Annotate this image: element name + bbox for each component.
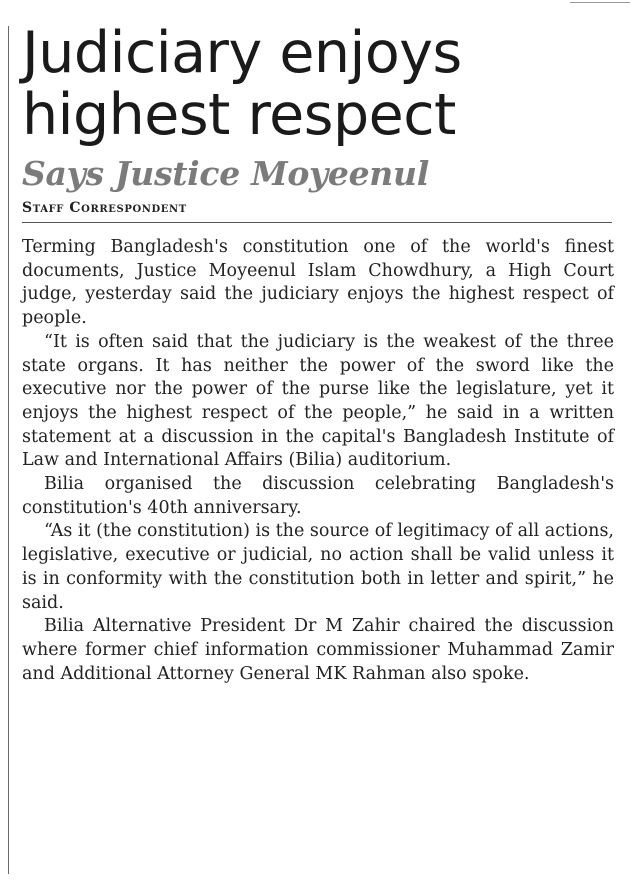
article-body xyxy=(22,236,614,686)
subheadline: Says Justice Moyeenul xyxy=(22,154,429,193)
article-paragraph-5: Bilia Alternative President Dr M Zahir chaired the discussion where former chief information commissioner Muhammad Zamir and Additional Attorney General MK Rahman also spoke. xyxy=(22,616,614,684)
article-paragraph-2: “It is often said that the judiciary is the weakest of the three state organs. It has neither the power of the sword like the executive nor the power of the purse like the legislature, yet it enjoys the highest respect of the people,” he said in a written statement at a discussion in the capital's Bangladesh Institute of Law and International Affairs (Bilia) auditorium. xyxy=(22,331,614,471)
news-article xyxy=(22,22,614,686)
headline-line-1: Judiciary enjoys xyxy=(22,20,462,86)
article-paragraph-3: Bilia organised the discussion celebrating Bangladesh's constitution's 40th anniversary. xyxy=(22,474,614,518)
top-rule xyxy=(570,2,630,3)
article-paragraph-1: Terming Bangladesh's constitution one of the world's finest documents, Justice Moyeenul Islam Chowdhury, a High Court judge, yesterday said the judiciary enjoys the highest respect of people. xyxy=(22,237,614,329)
article-paragraph-4: “As it (the constitution) is the source of legitimacy of all actions, legislative, executive or judicial, no action shall be valid unless it is in conformity with the constitution both in letter and spirit,” he said. xyxy=(22,521,614,613)
headline-line-2: highest respect xyxy=(22,82,456,148)
headline xyxy=(22,22,614,146)
byline: Staff Correspondent xyxy=(22,200,612,223)
column-rule xyxy=(8,26,9,874)
